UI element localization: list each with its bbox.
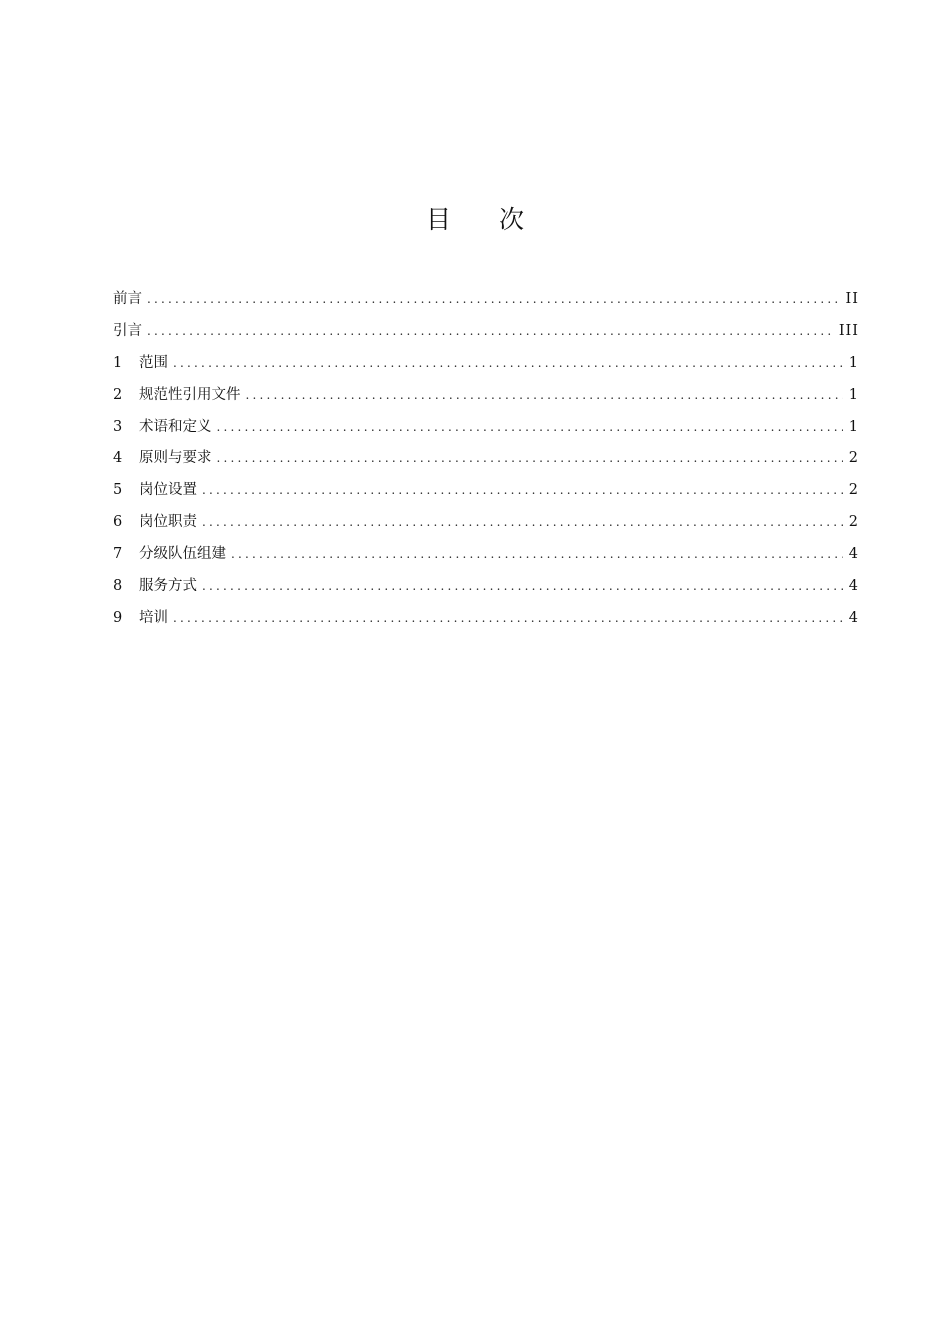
toc-entry-page: 2 — [848, 514, 859, 531]
toc-leader-dots — [246, 388, 843, 402]
toc-entry-label: 原则与要求 — [139, 450, 212, 467]
toc-entry-page: 2 — [848, 450, 859, 467]
toc-entry-8[interactable] — [113, 574, 859, 606]
toc-entry-label: 岗位职责 — [139, 514, 197, 531]
toc-entry-label: 分级队伍组建 — [139, 546, 226, 563]
toc-entry-label: 岗位设置 — [139, 482, 197, 499]
toc-entry-label: 范围 — [139, 354, 168, 371]
toc-entry-number: 7 — [113, 546, 123, 563]
toc-entry-1[interactable] — [113, 351, 859, 383]
toc-entry-page: II — [845, 291, 859, 307]
toc-leader-dots — [147, 324, 833, 338]
toc-entry-page: 1 — [848, 418, 859, 435]
toc-leader-dots — [217, 451, 843, 465]
toc-entry-page: 1 — [848, 386, 859, 403]
toc-entry-page: 1 — [848, 354, 859, 371]
toc-entry-6[interactable] — [113, 510, 859, 542]
toc-leader-dots — [217, 420, 843, 434]
toc-entry-5[interactable] — [113, 478, 859, 510]
table-of-contents — [113, 287, 859, 638]
title-char-2: 次 — [499, 205, 525, 234]
toc-leader-dots — [173, 611, 843, 625]
toc-entry-introduction[interactable] — [113, 319, 859, 351]
toc-entry-3[interactable] — [113, 415, 859, 447]
title-char-1: 目 — [425, 205, 451, 234]
toc-leader-dots — [147, 292, 840, 306]
toc-entry-number: 1 — [113, 354, 123, 371]
toc-leader-dots — [202, 515, 843, 529]
toc-entry-page: 4 — [848, 609, 859, 626]
toc-entry-label: 前言 — [113, 291, 142, 307]
toc-entry-number: 2 — [113, 386, 123, 403]
toc-entry-number: 8 — [113, 578, 123, 595]
toc-entry-label: 引言 — [113, 322, 142, 339]
toc-entry-page: III — [838, 322, 859, 339]
toc-entry-foreword[interactable] — [113, 287, 859, 319]
toc-entry-number: 5 — [113, 482, 123, 499]
toc-entry-number: 9 — [113, 609, 123, 626]
toc-entry-7[interactable] — [113, 542, 859, 574]
toc-leader-dots — [231, 547, 843, 561]
toc-leader-dots — [173, 356, 843, 370]
toc-entry-9[interactable] — [113, 606, 859, 638]
toc-entry-number: 6 — [113, 514, 123, 531]
toc-entry-label: 服务方式 — [139, 578, 197, 595]
toc-entry-number: 4 — [113, 450, 123, 467]
toc-entry-4[interactable] — [113, 446, 859, 478]
toc-entry-page: 4 — [848, 546, 859, 563]
toc-leader-dots — [202, 579, 843, 593]
page-title — [0, 200, 950, 236]
toc-entry-label: 规范性引用文件 — [139, 386, 241, 403]
toc-entry-label: 培训 — [139, 609, 168, 626]
toc-entry-page: 2 — [848, 482, 859, 499]
toc-entry-page: 4 — [848, 578, 859, 595]
toc-leader-dots — [202, 483, 843, 497]
toc-entry-2[interactable] — [113, 383, 859, 415]
toc-entry-number: 3 — [113, 418, 123, 435]
toc-entry-label: 术语和定义 — [139, 418, 212, 435]
